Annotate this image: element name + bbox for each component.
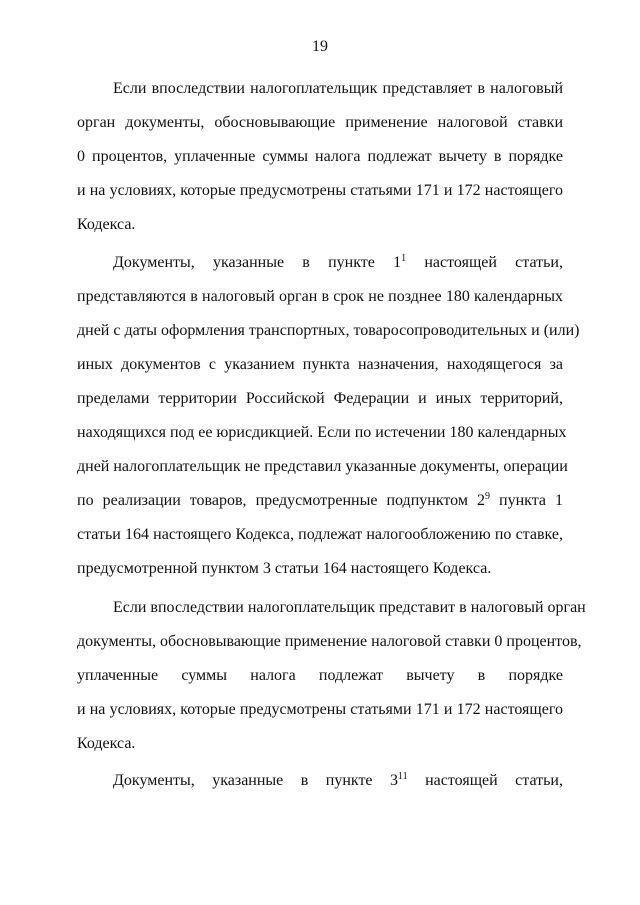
text-line: иных документов с указанием пункта назначения, находящегося за: [77, 356, 563, 373]
text-line: 0 процентов, уплаченные суммы налога подлежат вычету в порядке: [77, 148, 563, 165]
text-line: документы, обосновывающие применение налоговой ставки 0 процентов,: [77, 633, 582, 650]
text-line: дней налогоплательщик не представил указанные документы, операции: [77, 458, 568, 475]
text-line: Кодекса.: [77, 216, 136, 233]
superscript: 9: [485, 491, 490, 502]
superscript: 1: [401, 253, 407, 264]
superscript: 11: [398, 771, 408, 782]
text-line: находящихся под ее юрисдикцией. Если по истечении 180 календарных: [77, 424, 567, 441]
text-segment: настоящей статьи,: [407, 772, 563, 789]
text-line: представляются в налоговый орган в срок не позднее 180 календарных: [77, 288, 563, 305]
page-number: 19: [312, 38, 328, 55]
text-line: и на условиях, которые предусмотрены статьями 171 и 172 настоящего: [77, 182, 563, 199]
text-segment: Документы, указанные в пункте 1: [113, 254, 402, 271]
text-segment: настоящей статьи,: [406, 254, 563, 271]
text-line: дней с даты оформления транспортных, товаросопроводительных и (или): [77, 322, 580, 339]
text-line-with-footnote: [77, 490, 563, 524]
text-line-with-footnote: [77, 770, 563, 804]
text-line: уплаченные суммы налога подлежат вычету в порядке: [77, 667, 563, 684]
text-line: пределами территории Российской Федерации и иных территорий,: [77, 390, 563, 407]
text-segment: Документы, указанные в пункте 3: [113, 772, 399, 789]
paragraph-3: [77, 597, 586, 767]
text-line: Если впоследствии налогоплательщик представляет в налоговый: [113, 80, 563, 97]
text-segment: пункта 1: [490, 492, 563, 509]
text-line: предусмотренной пунктом 3 статьи 164 настоящего Кодекса.: [77, 560, 492, 577]
text-line: орган документы, обосновывающие применение налоговой ставки: [77, 114, 563, 131]
paragraph-1: [77, 78, 563, 248]
paragraph-4: [77, 770, 563, 804]
text-line: Если впоследствии налогоплательщик представит в налоговый орган: [113, 599, 586, 616]
text-line: и на условиях, которые предусмотрены статьями 171 и 172 настоящего: [77, 701, 563, 718]
text-segment: по реализации товаров, предусмотренные подпунктом 2: [77, 492, 485, 509]
text-line: Кодекса.: [77, 735, 136, 752]
text-line-with-footnote: [77, 252, 563, 286]
text-line: статьи 164 настоящего Кодекса, подлежат налогообложению по ставке,: [77, 526, 563, 543]
paragraph-2: [77, 252, 580, 592]
